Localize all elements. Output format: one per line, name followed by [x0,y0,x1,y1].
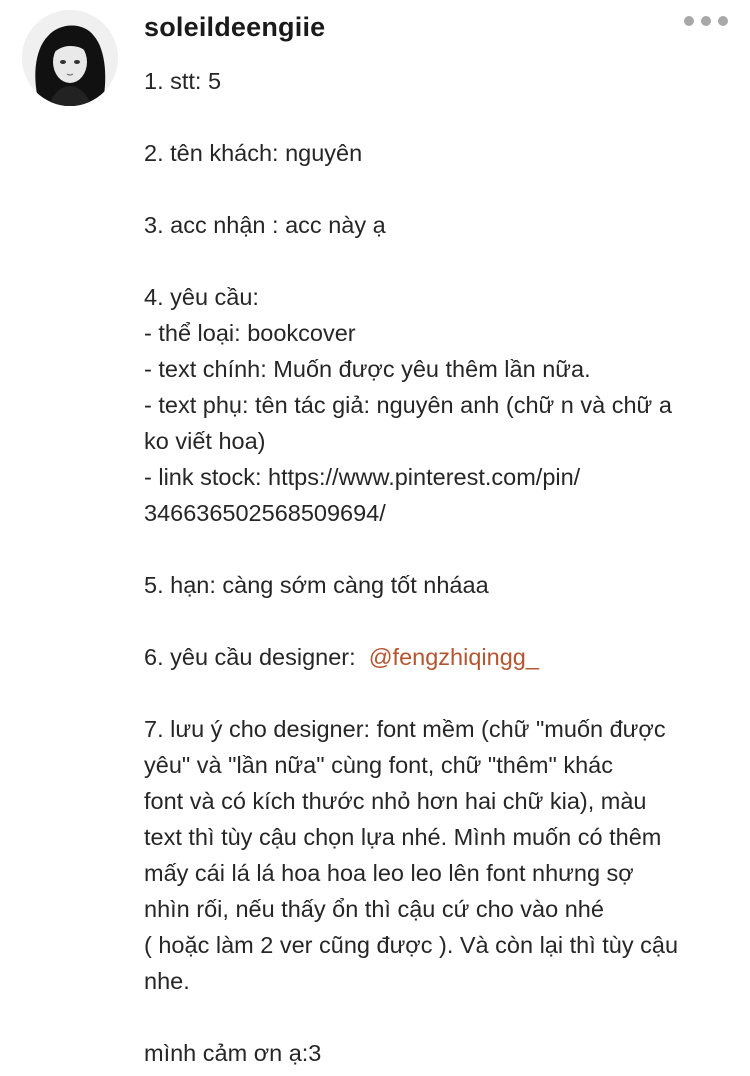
post-line: 5. hạn: càng sớm càng tốt nháaa [144,572,489,598]
post-line: 2. tên khách: nguyên [144,140,363,166]
username[interactable]: soleildeengiie [144,12,326,42]
more-horizontal-icon [718,16,728,26]
post-line: ( hoặc làm 2 ver cũng được ). Và còn lại thì tùy cậu [144,932,679,958]
spacer [144,675,734,711]
post-line: mấy cái lá lá hoa hoa leo leo lên font nhưng sợ [144,860,634,886]
post-line: 7. lưu ý cho designer: font mềm (chữ "muốn được [144,716,666,742]
post-line: - text phụ: tên tác giả: nguyên anh (chữ n và chữ a [144,392,672,418]
spacer [144,171,734,207]
more-horizontal-icon [701,16,711,26]
post-body [144,63,734,1071]
post-line: font và có kích thước nhỏ hơn hai chữ kia), màu [144,788,647,814]
spacer [144,603,734,639]
spacer [144,531,734,567]
avatar[interactable] [22,10,118,106]
post-line: - text chính: Muốn được yêu thêm lần nữa. [144,356,591,382]
more-horizontal-icon [684,16,694,26]
post-line-text: 6. yêu cầu designer: [144,644,369,670]
spacer [144,999,734,1035]
post-line: text thì tùy cậu chọn lựa nhé. Mình muốn có thêm [144,824,662,850]
post-line: ko viết hoa) [144,428,266,454]
post-line: - thể loại: bookcover [144,320,356,346]
post-line: yêu" và "lần nữa" cùng font, chữ "thêm" khác [144,752,614,778]
post-line: 3. acc nhận : acc này ạ [144,212,386,238]
spacer [144,99,734,135]
spacer [144,243,734,279]
more-options-button[interactable] [684,12,728,30]
post-line: 4. yêu cầu: [144,284,259,310]
post-line: nhe. [144,968,190,994]
post-line: 346636502568509694/ [144,500,386,526]
post-line: nhìn rối, nếu thấy ổn thì cậu cứ cho vào nhé [144,896,604,922]
mention-link[interactable]: @fengzhiqingg_ [368,644,539,670]
post-line: 1. stt: 5 [144,68,222,94]
avatar-image [22,10,118,106]
post-line [144,639,734,675]
post-line: mình cảm ơn ạ:3 [144,1040,322,1066]
post-line: - link stock: https://www.pinterest.com/pin/ [144,464,581,490]
